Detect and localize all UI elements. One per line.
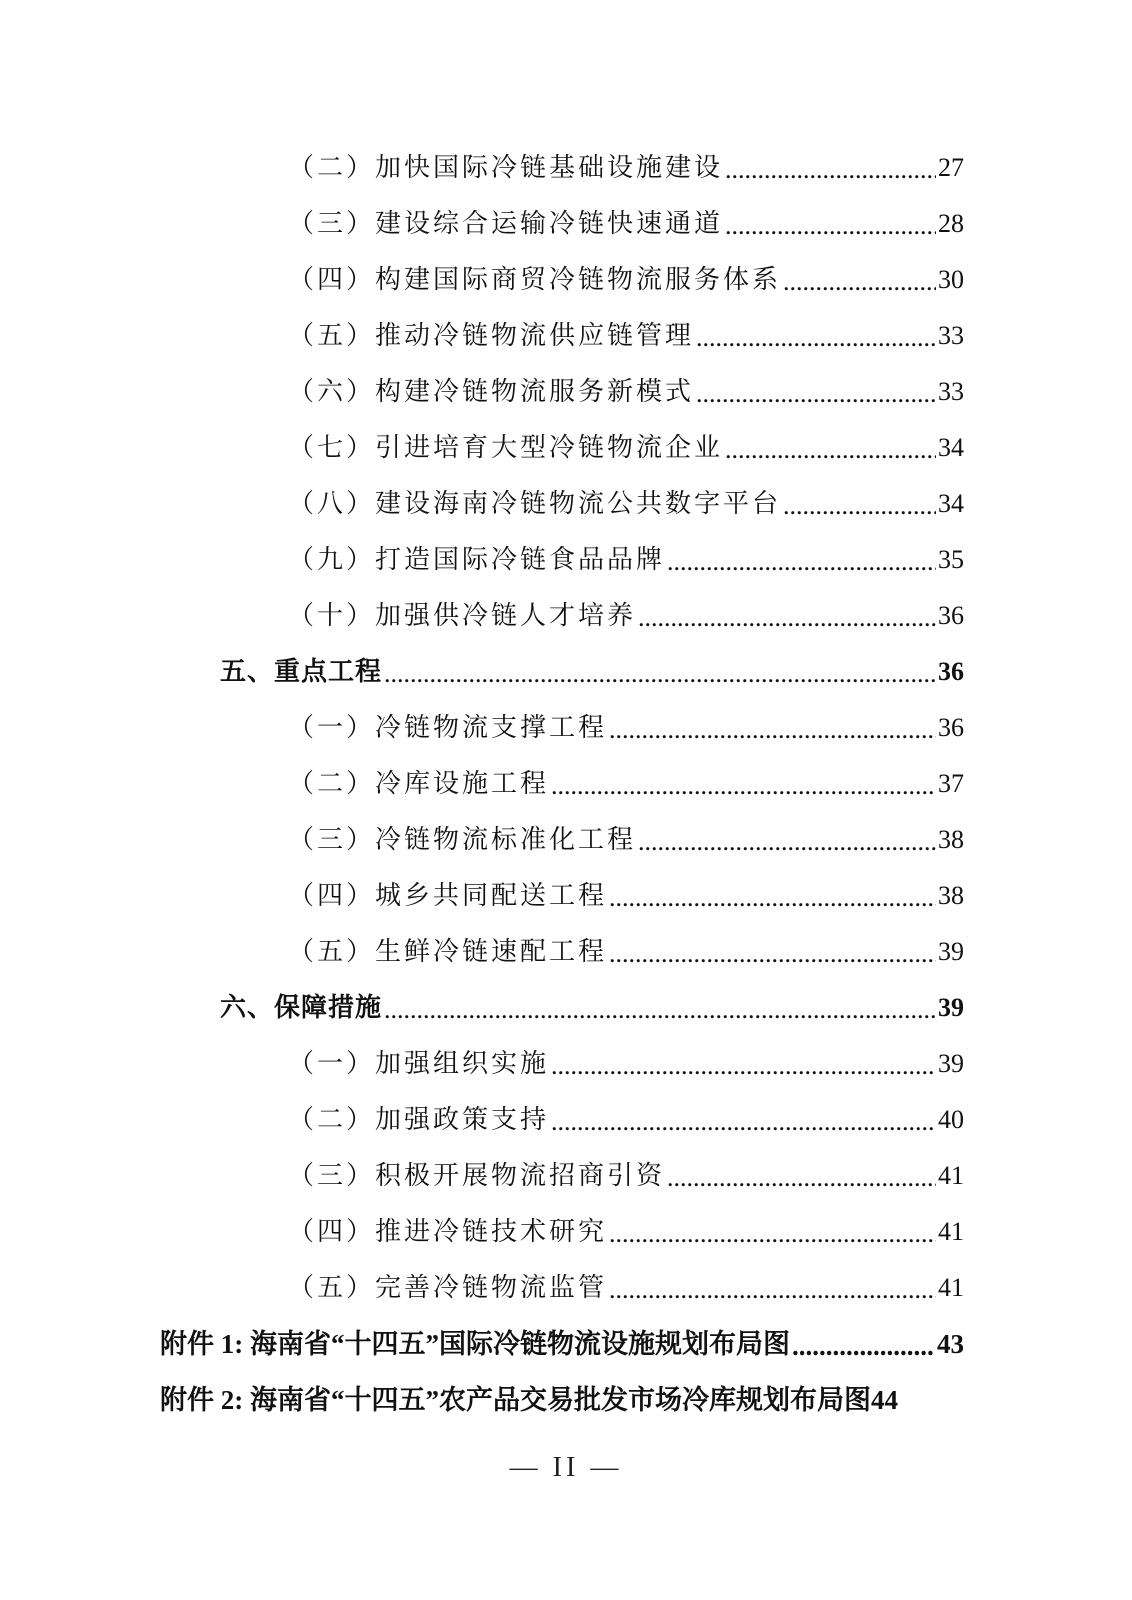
dot-leader: [551, 758, 936, 814]
dot-leader: [638, 814, 936, 870]
toc-page-number: 43: [937, 1329, 964, 1359]
dot-leader: [638, 590, 936, 646]
toc-page-number: 44: [871, 1385, 898, 1415]
dot-leader: [551, 1038, 936, 1094]
dot-leader: [696, 366, 936, 422]
toc-entry-label: （七）引进培育大型冷链物流企业: [288, 433, 724, 463]
toc-appendix-entry[interactable]: [0, 1372, 1132, 1428]
toc-entry-label: （六）构建冷链物流服务新模式: [288, 377, 695, 407]
toc-entry-label: （三）积极开展物流招商引资: [288, 1161, 666, 1191]
dot-leader: [609, 1206, 936, 1262]
toc-subsection-entry[interactable]: [0, 476, 1132, 532]
dot-leader: [609, 926, 936, 982]
dot-leader: [384, 982, 936, 1038]
table-of-contents: [0, 140, 1132, 1428]
toc-subsection-entry[interactable]: [0, 420, 1132, 476]
toc-page-number: 39: [938, 993, 964, 1022]
toc-entry-label: （三）建设综合运输冷链快速通道: [288, 209, 724, 239]
dot-leader: [725, 198, 936, 254]
dot-leader: [725, 422, 936, 478]
toc-subsection-entry[interactable]: [0, 1092, 1132, 1148]
toc-entry-label: （四）推进冷链技术研究: [288, 1217, 608, 1247]
toc-page-number: 36: [938, 657, 964, 686]
toc-page-number: 27: [938, 153, 964, 182]
toc-page-number: 39: [938, 937, 964, 966]
dot-leader: [783, 478, 936, 534]
toc-page-number: 41: [938, 1217, 964, 1246]
toc-subsection-entry[interactable]: [0, 924, 1132, 980]
dot-leader: [783, 254, 936, 310]
toc-entry-label: （五）生鲜冷链速配工程: [288, 937, 608, 967]
toc-page-number: 41: [938, 1161, 964, 1190]
toc-page-number: 34: [938, 489, 964, 518]
toc-subsection-entry[interactable]: [0, 1148, 1132, 1204]
toc-entry-label: 六、保障措施: [220, 993, 383, 1023]
toc-subsection-entry[interactable]: [0, 700, 1132, 756]
toc-entry-label: （九）打造国际冷链食品品牌: [288, 545, 666, 575]
dot-leader: [551, 1094, 936, 1150]
toc-subsection-entry[interactable]: [0, 364, 1132, 420]
toc-page-number: 36: [938, 601, 964, 630]
toc-page-number: 35: [938, 545, 964, 574]
toc-entry-label: （八）建设海南冷链物流公共数字平台: [288, 489, 782, 519]
toc-entry-label: （二）加快国际冷链基础设施建设: [288, 153, 724, 183]
toc-page-number: 40: [938, 1105, 964, 1134]
toc-subsection-entry[interactable]: [0, 196, 1132, 252]
toc-subsection-entry[interactable]: [0, 868, 1132, 924]
toc-section-heading[interactable]: [0, 644, 1132, 700]
toc-subsection-entry[interactable]: [0, 1036, 1132, 1092]
toc-entry-label: 五、重点工程: [220, 657, 383, 687]
dot-leader: [609, 870, 936, 926]
dot-leader: [609, 702, 936, 758]
toc-page-number: 38: [938, 881, 964, 910]
toc-appendix-entry[interactable]: [0, 1316, 1132, 1372]
toc-subsection-entry[interactable]: [0, 252, 1132, 308]
dot-leader: [667, 534, 936, 590]
toc-page-number: 33: [938, 321, 964, 350]
toc-page-number: 28: [938, 209, 964, 238]
toc-page-number: 39: [938, 1049, 964, 1078]
toc-subsection-entry[interactable]: [0, 812, 1132, 868]
toc-entry-label: 附件 2: 海南省“十四五”农产品交易批发市场冷库规划布局图: [160, 1385, 871, 1415]
toc-subsection-entry[interactable]: [0, 1204, 1132, 1260]
toc-page-number: 36: [938, 713, 964, 742]
dot-leader: [725, 142, 936, 198]
toc-entry-label: （四）构建国际商贸冷链物流服务体系: [288, 265, 782, 295]
toc-page-number: 41: [938, 1273, 964, 1302]
toc-entry-label: （五）推动冷链物流供应链管理: [288, 321, 695, 351]
toc-entry-label: （一）加强组织实施: [288, 1049, 550, 1079]
toc-entry-label: （二）冷库设施工程: [288, 769, 550, 799]
toc-entry-label: 附件 1: 海南省“十四五”国际冷链物流设施规划布局图: [160, 1329, 790, 1359]
toc-page-number: 33: [938, 377, 964, 406]
toc-subsection-entry[interactable]: [0, 532, 1132, 588]
toc-section-heading[interactable]: [0, 980, 1132, 1036]
toc-subsection-entry[interactable]: [0, 308, 1132, 364]
page-number-footer: — II —: [509, 1452, 623, 1483]
toc-entry-label: （三）冷链物流标准化工程: [288, 825, 637, 855]
toc-entry-label: （四）城乡共同配送工程: [288, 881, 608, 911]
toc-page-number: 34: [938, 433, 964, 462]
toc-subsection-entry[interactable]: [0, 1260, 1132, 1316]
toc-entry-label: （十）加强供冷链人才培养: [288, 601, 637, 631]
toc-page-number: 37: [938, 769, 964, 798]
dot-leader: [667, 1150, 936, 1206]
dot-leader: [696, 310, 936, 366]
toc-entry-label: （二）加强政策支持: [288, 1105, 550, 1135]
toc-entry-label: （一）冷链物流支撑工程: [288, 713, 608, 743]
dot-leader: [792, 1318, 935, 1374]
toc-entry-label: （五）完善冷链物流监管: [288, 1273, 608, 1303]
toc-page-number: 38: [938, 825, 964, 854]
dot-leader: [609, 1262, 936, 1318]
toc-page-number: 30: [938, 265, 964, 294]
toc-subsection-entry[interactable]: [0, 140, 1132, 196]
toc-subsection-entry[interactable]: [0, 756, 1132, 812]
toc-subsection-entry[interactable]: [0, 588, 1132, 644]
dot-leader: [384, 646, 936, 702]
